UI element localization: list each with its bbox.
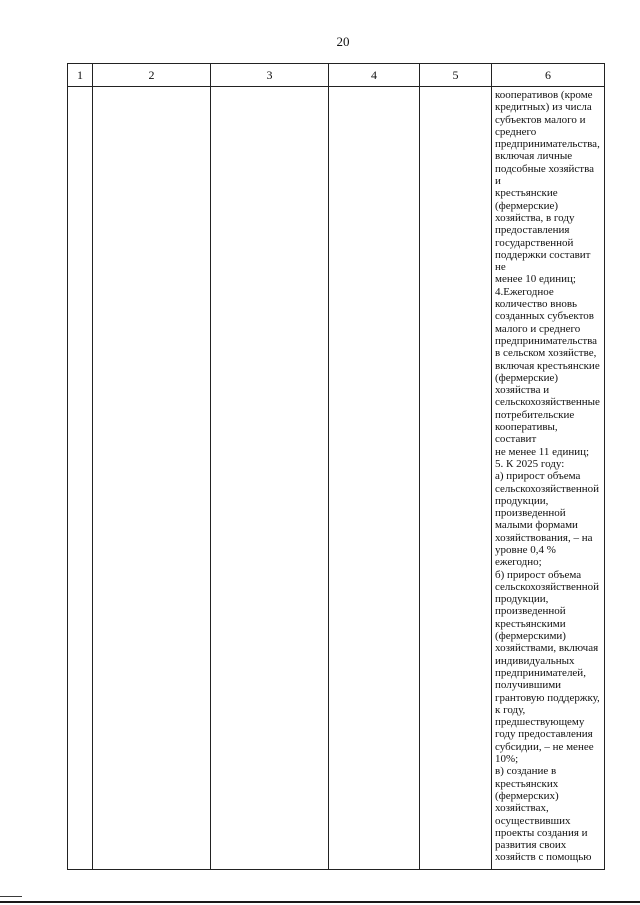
cell-col-5 xyxy=(420,87,492,870)
table-row xyxy=(68,87,605,870)
scan-edge-mark-left xyxy=(0,896,22,897)
column-header-6: 6 xyxy=(492,64,605,87)
column-header-5: 5 xyxy=(420,64,492,87)
column-header-3: 3 xyxy=(211,64,329,87)
page-number: 20 xyxy=(336,34,350,49)
column-header-1: 1 xyxy=(68,64,93,87)
cell-col-4 xyxy=(329,87,420,870)
indicators-table xyxy=(67,63,605,870)
cell-col-2 xyxy=(93,87,211,870)
cell-col-1 xyxy=(68,87,93,870)
column-header-4: 4 xyxy=(329,64,420,87)
cell-col-6 xyxy=(492,87,605,870)
column-header-2: 2 xyxy=(93,64,211,87)
cell-col-3 xyxy=(211,87,329,870)
indicator-description-text: кооперативов (кроме кредитных) из числа субъектов малого и среднего предпринимательства, включая личные подсобные хозяйства и крестьянские (фермерские) хозяйства, в году предоставления государственной поддержки составит не менее 10 единиц; 4.Ежегодное количество вновь созданных субъектов малого и среднего предпринимательства в сельском хозяйстве, включая крестьянские (фермерские) хозяйства и сельскохозяйственные потребительские кооперативы, составит не менее 11 единиц; 5. К 2025 году: а) прирост объема сельскохозяйственной продукции, произведенной малыми формами хозяйствования, – на уровне 0,4 % ежегодно; б) прирост объема сельскохозяйственной продукции, произведенной крестьянскими (фермерскими) хозяйствами, включая индивидуальных предпринимателей, получившими грантовую поддержку, к году, предшествующему году предоставления субсидии, – не менее 10%; в) создание в крестьянских (фермерских) хозяйствах, осуществивших проекты создания и развития своих хозяйств с помощью xyxy=(495,89,600,864)
table-header-row xyxy=(68,64,605,87)
scan-edge-line xyxy=(0,901,640,903)
